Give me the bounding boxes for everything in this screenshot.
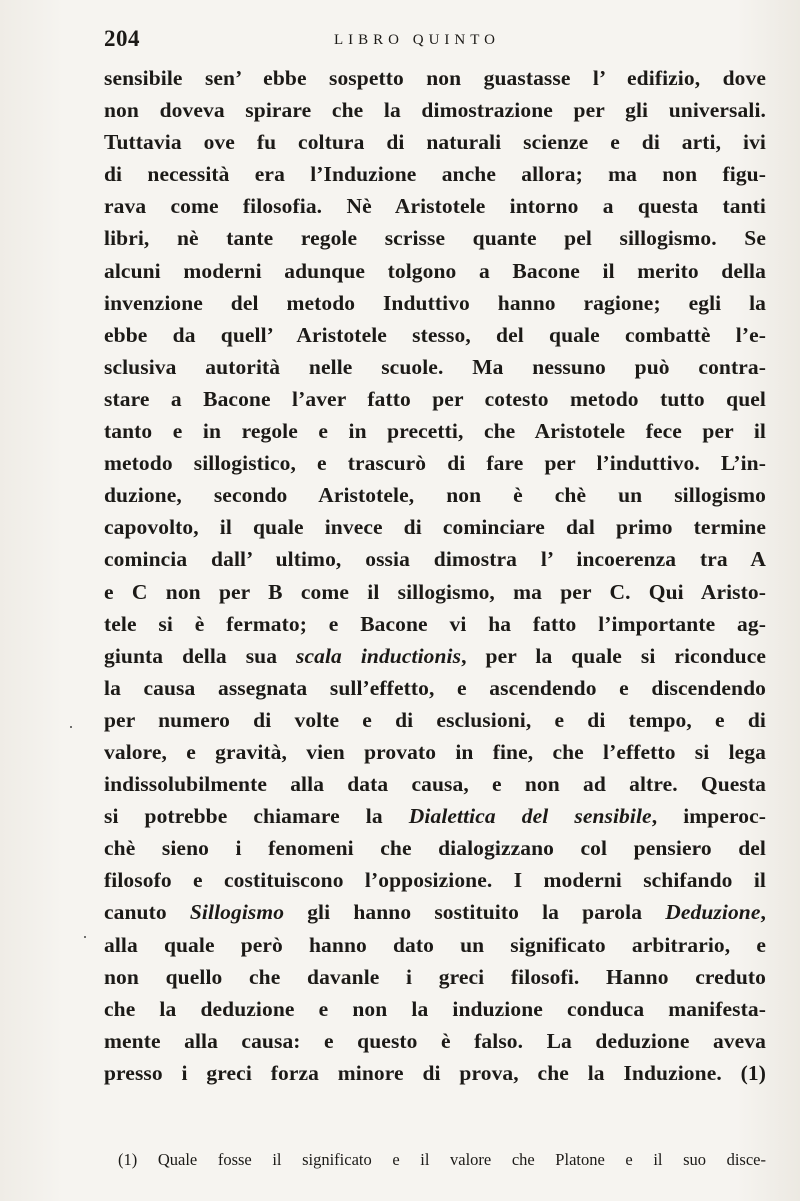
text-line: ebbe da quell’ Aristotele stesso, del quale combattè l’e- xyxy=(104,322,766,347)
text-span: gli hanno sostituito la parola xyxy=(284,900,666,925)
text-span: , per la quale si riconduce xyxy=(461,643,766,668)
text-line: duzione, secondo Aristotele, non è chè un sillogismo xyxy=(104,483,766,508)
text-line: non doveva spirare che la dimostrazione per gli universali. xyxy=(104,98,766,123)
text-line: invenzione del metodo Induttivo hanno ragione; egli la xyxy=(104,290,766,315)
text-line: rava come filosofia. Nè Aristotele intorno a questa tanti xyxy=(104,194,766,219)
text-span: , imperoc- xyxy=(651,804,766,829)
running-head: LIBRO QUINTO xyxy=(334,32,500,48)
text-line: che la deduzione e non la induzione conduca manifesta- xyxy=(104,996,766,1021)
text-line: valore, e gravità, vien provato in fine, che l’effetto si lega xyxy=(104,739,766,764)
text-line: comincia dall’ ultimo, ossia dimostra l’ incoerenza tra A xyxy=(104,547,766,572)
text-line: stare a Bacone l’aver fatto per cotesto metodo tutto quel xyxy=(104,386,766,411)
text-span: , xyxy=(760,900,766,925)
text-line: metodo sillogistico, e trascurò di fare per l’induttivo. L’in- xyxy=(104,451,766,476)
text-line: tanto e in regole e in precetti, che Aristotele fece per il xyxy=(104,419,766,444)
text-line: tele si è fermato; e Bacone vi ha fatto l’importante ag- xyxy=(104,611,766,636)
text-line: mente alla causa: e questo è falso. La deduzione aveva xyxy=(104,1028,766,1053)
text-line: sensibile sen’ ebbe sospetto non guastasse l’ edifizio, dove xyxy=(104,66,766,90)
text-line-with-italic xyxy=(104,640,766,672)
text-span: canuto xyxy=(104,900,190,925)
text-line: la causa assegnata sull’effetto, e ascendendo e discendendo xyxy=(104,675,766,700)
text-line: filosofo e costituiscono l’opposizione. I moderni schifando il xyxy=(104,868,766,893)
text-line: alcuni moderni adunque tolgono a Bacone il merito della xyxy=(104,258,766,283)
text-span: si potrebbe chiamare la xyxy=(104,804,409,829)
italic-term-sillogismo: Sillogismo xyxy=(189,900,285,925)
footnote: (1) Quale fosse il significato e il valore che Platone e il suo disce- xyxy=(118,1150,766,1169)
text-line: indissolubilmente alla data causa, e non ad altre. Questa xyxy=(104,772,766,797)
italic-term-scala-inductionis: scala inductionis xyxy=(296,643,462,668)
page-header xyxy=(104,26,764,58)
text-line: per numero di volte e di esclusioni, e di tempo, e di xyxy=(104,707,766,732)
text-line: e C non per B come il sillogismo, ma per C. Qui Aristo- xyxy=(104,579,766,604)
text-line: di necessità era l’Induzione anche allora; ma non figu- xyxy=(104,162,766,187)
text-line: capovolto, il quale invece di cominciare dal primo termine xyxy=(104,515,766,540)
text-line-with-italic xyxy=(104,800,766,832)
text-line: chè sieno i fenomeni che dialogizzano col pensiero del xyxy=(104,836,766,861)
text-line: alla quale però hanno dato un significato arbitrario, e xyxy=(104,932,766,957)
text-line: libri, nè tante regole scrisse quante pel sillogismo. Se xyxy=(104,226,766,251)
print-speck xyxy=(70,726,72,728)
text-line: non quello che davanle i greci filosofi. Hanno creduto xyxy=(104,964,766,989)
page-number: 204 xyxy=(104,26,140,51)
text-line: sclusiva autorità nelle scuole. Ma nessuno può contra- xyxy=(104,354,766,379)
italic-term-deduzione: Deduzione xyxy=(665,900,761,925)
text-line-with-italic xyxy=(104,896,766,928)
text-span: giunta della sua xyxy=(104,643,297,668)
text-line: Tuttavia ove fu coltura di naturali scienze e di arti, ivi xyxy=(104,130,766,155)
italic-term-dialettica: Dialettica del sensibile xyxy=(408,804,652,829)
text-line: presso i greci forza minore di prova, che la Induzione. (1) xyxy=(104,1060,766,1085)
body-text xyxy=(104,62,766,1089)
print-speck xyxy=(84,936,86,938)
